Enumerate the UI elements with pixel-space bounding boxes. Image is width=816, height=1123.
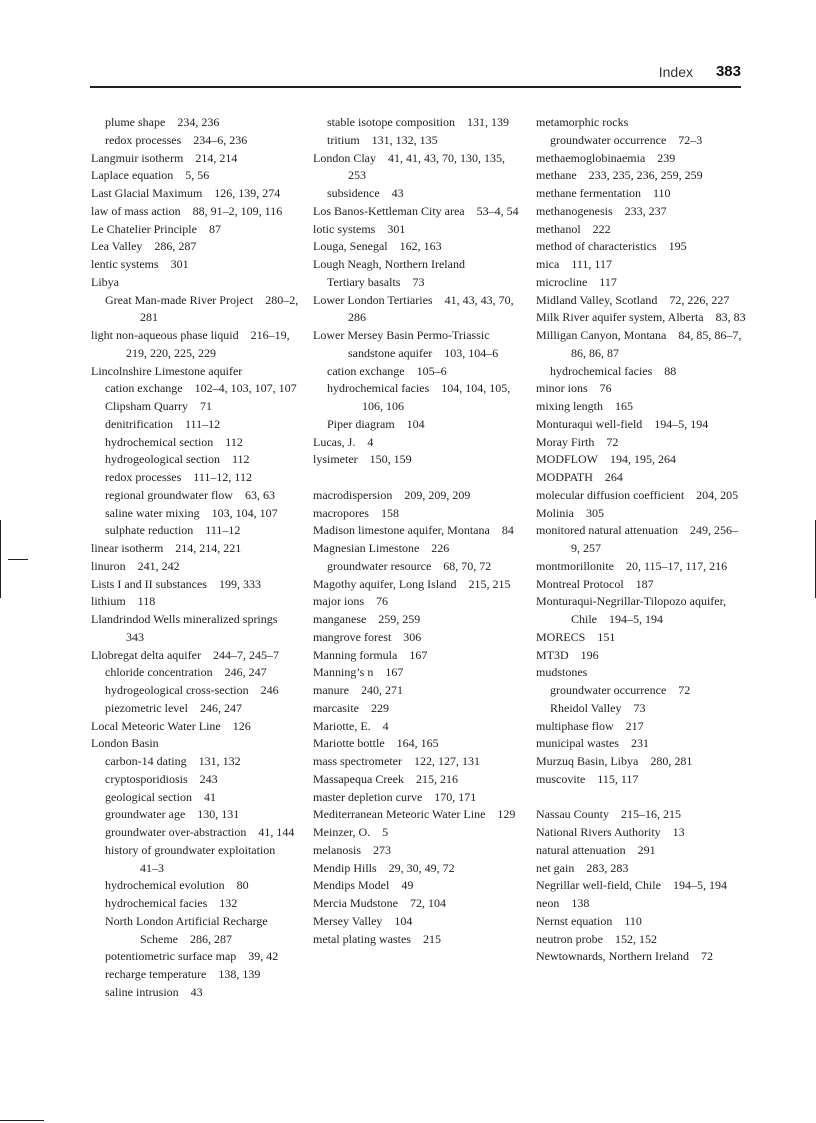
index-entry: Mendips Model 49: [313, 878, 414, 893]
index-entry: Lough Neagh, Northern Ireland: [313, 257, 465, 271]
crop-mark: [8, 559, 28, 560]
index-entry: melanosis 273: [313, 842, 391, 857]
index-subentry: plume shape 234, 236: [105, 115, 220, 129]
index-entry: Moray Firth 72: [536, 434, 619, 449]
index-entry: marcasite 229: [313, 700, 389, 715]
index-entry: montmorillonite 20, 115–17, 117, 216: [536, 558, 728, 573]
index-subentry: hydrochemical facies 88: [550, 363, 677, 378]
index-subentry: Tertiary basalts 73: [327, 274, 425, 289]
index-subentry: regional groundwater flow 63, 63: [105, 487, 275, 502]
index-entry: Nernst equation 110: [536, 913, 642, 928]
index-entry: National Rivers Authority 13: [536, 825, 685, 839]
page-header: [90, 0, 741, 92]
index-entry: Molinia 305: [536, 505, 604, 520]
index-subentry: groundwater occurrence 72–3: [550, 132, 703, 147]
index-subentry: Piper diagram 104: [327, 416, 425, 431]
index-entry: Lower London Tertiaries 41, 43, 43, 70, 286: [313, 292, 514, 325]
index-entry: light non-aqueous phase liquid 216–19, 219, 220, 225, 229: [91, 328, 290, 360]
index-entry: molecular diffusion coefficient 204, 205: [536, 487, 739, 502]
index-entry: manure 240, 271: [313, 683, 403, 697]
index-entry: municipal wastes 231: [536, 736, 649, 751]
index-entry: mica 111, 117: [536, 257, 612, 271]
index-entry: Local Meteoric Water Line 126: [91, 718, 251, 733]
index-subentry: groundwater resource 68, 70, 72: [327, 558, 492, 573]
index-entry: Midland Valley, Scotland 72, 226, 227: [536, 292, 730, 307]
index-subentry: cryptosporidiosis 243: [105, 771, 218, 786]
index-subentry: chloride concentration 246, 247: [105, 665, 267, 680]
index-subentry: Great Man-made River Project 280–2, 281: [105, 292, 299, 325]
index-entry: Montreal Protocol 187: [536, 576, 654, 591]
index-entry: Llobregat delta aquifer 244–7, 245–7: [91, 647, 279, 662]
index-entry: Monturaqui-Negrillar-Tilopozo aquifer, Chile 194–5, 194: [536, 594, 727, 626]
index-entry: MORECS 151: [536, 629, 616, 644]
index-entry: natural attenuation 291: [536, 842, 656, 857]
index-subentry: Rheidol Valley 73: [550, 700, 646, 715]
letter-gap: [536, 789, 746, 807]
index-entry: MODFLOW 194, 195, 264: [536, 452, 676, 467]
letter-gap: [313, 469, 525, 487]
index-subentry: hydrochemical evolution 80: [105, 878, 249, 893]
index-entry: Mariotte bottle 164, 165: [313, 736, 439, 751]
index-entry: linuron 241, 242: [91, 558, 180, 573]
index-entry: net gain 283, 283: [536, 860, 629, 875]
index-subentry: potentiometric surface map 39, 42: [105, 949, 279, 964]
index-entry: mudstones: [536, 665, 588, 680]
index-entry: Lincolnshire Limestone aquifer: [91, 363, 243, 378]
index-subentry: cation exchange 102–4, 103, 107, 107: [105, 381, 297, 396]
index-entry: macropores 158: [313, 505, 399, 520]
index-subentry: subsidence 43: [327, 186, 404, 200]
page-number: 383: [715, 63, 741, 80]
index-subentry: groundwater occurrence 72: [550, 683, 691, 697]
index-entry: Laplace equation 5, 56: [91, 168, 210, 183]
index-entry: Milligan Canyon, Montana 84, 85, 86–7, 86, 86, 87: [536, 328, 742, 360]
index-column-2: [313, 114, 525, 948]
index-subentry: carbon-14 dating 131, 132: [105, 754, 241, 768]
index-entry: methaemoglobinaemia 239: [536, 150, 676, 165]
index-entry: Mercia Mudstone 72, 104: [313, 896, 446, 910]
index-entry: Libya: [91, 274, 119, 289]
index-entry: major ions 76: [313, 594, 388, 609]
index-subentry: saline intrusion 43: [105, 984, 203, 999]
index-subentry: geological section 41: [105, 789, 216, 804]
section-title: Index: [658, 64, 693, 80]
index-entry: Milk River aquifer system, Alberta 83, 83: [536, 310, 746, 325]
crop-mark: [0, 520, 1, 598]
index-subentry: hydrochemical facies 104, 104, 105, 106, 106: [327, 381, 511, 413]
index-entry: Lea Valley 286, 287: [91, 239, 197, 254]
index-subentry: groundwater age 130, 131: [105, 807, 240, 822]
index-subentry: piezometric level 246, 247: [105, 700, 242, 715]
index-entry: Magnesian Limestone 226: [313, 541, 450, 555]
index-entry: lotic systems 301: [313, 221, 406, 236]
index-entry: lentic systems 301: [91, 257, 189, 271]
index-entry: neutron probe 152, 152: [536, 931, 657, 946]
index-subentry: hydrogeological section 112: [105, 452, 250, 467]
index-entry: Magothy aquifer, Long Island 215, 215: [313, 576, 511, 591]
index-entry: Mariotte, E. 4: [313, 718, 389, 733]
index-subentry: sulphate reduction 111–12: [105, 523, 241, 538]
index-entry: Manning’s n 167: [313, 665, 404, 680]
index-entry: mixing length 165: [536, 399, 633, 413]
index-entry: Lower Mersey Basin Permo-Triassic sandstone aquifer 103, 104–6: [313, 328, 499, 360]
index-entry: minor ions 76: [536, 381, 612, 396]
index-subentry: Clipsham Quarry 71: [105, 399, 212, 413]
index-entry: methanogenesis 233, 237: [536, 203, 667, 218]
index-entry: Manning formula 167: [313, 647, 428, 662]
index-entry: Monturaqui well-field 194–5, 194: [536, 416, 709, 431]
index-entry: multiphase flow 217: [536, 718, 644, 733]
index-entry: Lucas, J. 4: [313, 434, 374, 449]
index-subentry: redox processes 234–6, 236: [105, 132, 248, 147]
index-subentry: tritium 131, 132, 135: [327, 132, 438, 147]
index-subentry: cation exchange 105–6: [327, 363, 447, 378]
index-subentry: recharge temperature 138, 139: [105, 967, 261, 981]
index-entry: Meinzer, O. 5: [313, 825, 389, 839]
index-entry: metamorphic rocks: [536, 115, 629, 129]
index-entry: London Clay 41, 41, 43, 70, 130, 135, 253: [313, 150, 505, 183]
index-subentry: hydrochemical section 112: [105, 434, 243, 449]
index-entry: neon 138: [536, 896, 590, 910]
index-subentry: saline water mixing 103, 104, 107: [105, 505, 278, 520]
index-entry: Mendip Hills 29, 30, 49, 72: [313, 860, 455, 875]
index-entry: methane fermentation 110: [536, 186, 671, 200]
index-entry: Llandrindod Wells mineralized springs 343: [91, 612, 290, 644]
index-subentry: stable isotope composition 131, 139: [327, 115, 509, 129]
index-entry: Last Glacial Maximum 126, 139, 274: [91, 186, 281, 200]
header-rule: [90, 86, 741, 88]
index-entry: Nassau County 215–16, 215: [536, 807, 681, 822]
index-entry: mangrove forest 306: [313, 629, 422, 644]
crop-mark: [0, 1120, 44, 1121]
index-entry: methanol 222: [536, 221, 611, 236]
index-subentry: North London Artificial Recharge Scheme 286, 287: [105, 913, 268, 946]
index-entry: lithium 118: [91, 594, 156, 609]
index-entry: linear isotherm 214, 214, 221: [91, 541, 242, 555]
index-entry: Mersey Valley 104: [313, 913, 413, 928]
index-entry: methane 233, 235, 236, 259, 259: [536, 168, 703, 183]
index-subentry: groundwater over-abstraction 41, 144: [105, 825, 295, 839]
index-entry: MODPATH 264: [536, 470, 623, 484]
index-subentry: history of groundwater exploitation 41–3: [105, 842, 288, 875]
index-entry: lysimeter 150, 159: [313, 452, 412, 467]
index-entry: London Basin: [91, 736, 159, 751]
index-entry: Louga, Senegal 162, 163: [313, 239, 442, 254]
index-entry: microcline 117: [536, 274, 617, 289]
index-entry: Newtownards, Northern Ireland 72: [536, 949, 713, 964]
index-entry: monitored natural attenuation 249, 256–9, 257: [536, 523, 738, 555]
index-entry: Madison limestone aquifer, Montana 84: [313, 523, 514, 538]
index-entry: Los Banos-Kettleman City area 53–4, 54: [313, 203, 519, 218]
index-entry: method of characteristics 195: [536, 239, 687, 254]
index-subentry: redox processes 111–12, 112: [105, 470, 252, 484]
index-entry: mass spectrometer 122, 127, 131: [313, 754, 480, 768]
index-entry: law of mass action 88, 91–2, 109, 116: [91, 203, 283, 218]
index-entry: Le Chatelier Principle 87: [91, 221, 221, 236]
index-entry: muscovite 115, 117: [536, 771, 639, 786]
index-entry: macrodispersion 209, 209, 209: [313, 487, 471, 502]
index-entry: master depletion curve 170, 171: [313, 789, 477, 804]
index-entry: Lists I and II substances 199, 333: [91, 576, 261, 591]
index-entry: Negrillar well-field, Chile 194–5, 194: [536, 878, 727, 893]
index-entry: Murzuq Basin, Libya 280, 281: [536, 754, 693, 768]
index-column-1: [91, 114, 301, 1002]
index-entry: Massapequa Creek 215, 216: [313, 771, 458, 786]
index-subentry: hydrogeological cross-section 246: [105, 683, 279, 697]
index-subentry: hydrochemical facies 132: [105, 896, 238, 910]
index-subentry: denitrification 111–12: [105, 416, 221, 431]
index-entry: MT3D 196: [536, 647, 599, 662]
index-entry: metal plating wastes 215: [313, 931, 441, 946]
index-column-3: [536, 114, 746, 966]
index-entry: Langmuir isotherm 214, 214: [91, 150, 238, 165]
index-entry: manganese 259, 259: [313, 612, 421, 626]
index-entry: Mediterranean Meteoric Water Line 129: [313, 807, 516, 822]
